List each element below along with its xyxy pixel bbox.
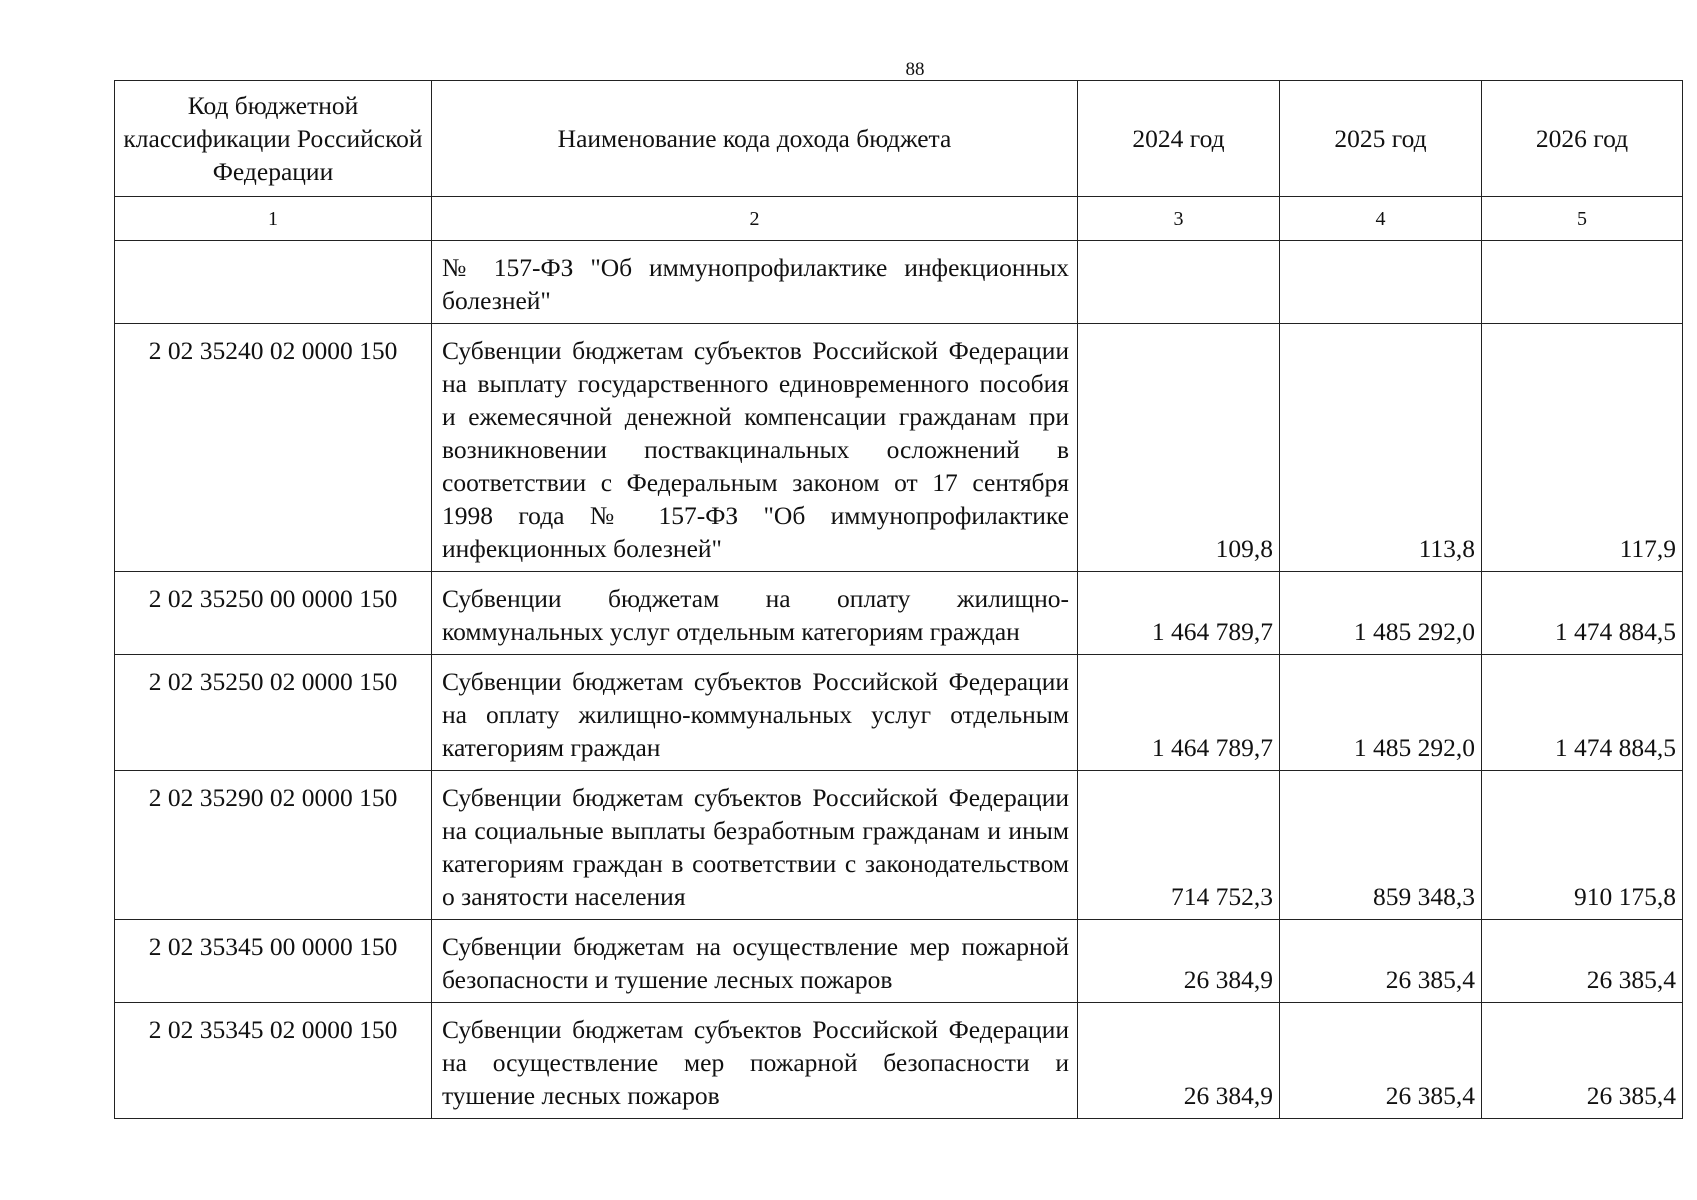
row-value-2026: 26 385,4	[1482, 920, 1683, 1003]
row-value-2024: 26 384,9	[1078, 920, 1280, 1003]
row-value-2026: 910 175,8	[1482, 771, 1683, 920]
row-name: Субвенции бюджетам на оплату жилищно-коммунальных услуг отдельным категориям граждан	[432, 572, 1078, 655]
row-value-2026: 117,9	[1482, 324, 1683, 572]
column-number-row	[115, 197, 1683, 241]
table-header-row	[115, 81, 1683, 197]
row-code: 2 02 35345 02 0000 150	[115, 1003, 432, 1119]
row-name: Субвенции бюджетам субъектов Российской Федерации на осуществление мер пожарной безопасности и тушение лесных пожаров	[432, 1003, 1078, 1119]
row-value-2026: 1 474 884,5	[1482, 572, 1683, 655]
table-row	[115, 572, 1683, 655]
budget-revenue-table	[114, 80, 1683, 1119]
row-value-2026: 26 385,4	[1482, 1003, 1683, 1119]
row-value-2024: 109,8	[1078, 324, 1280, 572]
row-name: Субвенции бюджетам субъектов Российской Федерации на социальные выплаты безработным гражданам и иным категориям граждан в соответствии с законодательством о занятости населения	[432, 771, 1078, 920]
row-value-2024: 1 464 789,7	[1078, 655, 1280, 771]
row-code: 2 02 35250 00 0000 150	[115, 572, 432, 655]
row-value-2024: 1 464 789,7	[1078, 572, 1280, 655]
header-year-2025: 2025 год	[1280, 81, 1482, 197]
row-name: Субвенции бюджетам субъектов Российской Федерации на оплату жилищно-коммунальных услуг отдельным категориям граждан	[432, 655, 1078, 771]
row-code: 2 02 35290 02 0000 150	[115, 771, 432, 920]
row-value-2025: 1 485 292,0	[1280, 655, 1482, 771]
header-year-2024: 2024 год	[1078, 81, 1280, 197]
header-code: Код бюджетной классификации Российской Федерации	[115, 81, 432, 197]
table-row	[115, 1003, 1683, 1119]
table-row	[115, 324, 1683, 572]
row-name: № 157-ФЗ "Об иммунопрофилактике инфекционных болезней"	[432, 241, 1078, 324]
row-value-2025: 26 385,4	[1280, 920, 1482, 1003]
column-number: 2	[432, 197, 1078, 241]
row-code: 2 02 35240 02 0000 150	[115, 324, 432, 572]
header-name: Наименование кода дохода бюджета	[432, 81, 1078, 197]
row-code: 2 02 35250 02 0000 150	[115, 655, 432, 771]
table-row	[115, 771, 1683, 920]
row-code	[115, 241, 432, 324]
column-number: 3	[1078, 197, 1280, 241]
table-row	[115, 655, 1683, 771]
row-value-2025: 859 348,3	[1280, 771, 1482, 920]
row-value-2026	[1482, 241, 1683, 324]
row-name: Субвенции бюджетам на осуществление мер пожарной безопасности и тушение лесных пожаров	[432, 920, 1078, 1003]
row-value-2024	[1078, 241, 1280, 324]
row-value-2025	[1280, 241, 1482, 324]
table-row	[115, 241, 1683, 324]
row-value-2024: 714 752,3	[1078, 771, 1280, 920]
row-value-2025: 1 485 292,0	[1280, 572, 1482, 655]
column-number: 5	[1482, 197, 1683, 241]
column-number: 1	[115, 197, 432, 241]
row-value-2025: 113,8	[1280, 324, 1482, 572]
header-year-2026: 2026 год	[1482, 81, 1683, 197]
row-value-2026: 1 474 884,5	[1482, 655, 1683, 771]
row-value-2025: 26 385,4	[1280, 1003, 1482, 1119]
row-name: Субвенции бюджетам субъектов Российской Федерации на выплату государственного единовременного пособия и ежемесячной денежной компенсации гражданам при возникновении поствакцинальных осложнений в соответствии с Федеральным законом от 17 сентября 1998 года № 157-ФЗ "Об иммунопрофилактике инфекционных болезней"	[432, 324, 1078, 572]
row-code: 2 02 35345 00 0000 150	[115, 920, 432, 1003]
table-row	[115, 920, 1683, 1003]
column-number: 4	[1280, 197, 1482, 241]
page-number: 88	[905, 59, 925, 80]
row-value-2024: 26 384,9	[1078, 1003, 1280, 1119]
